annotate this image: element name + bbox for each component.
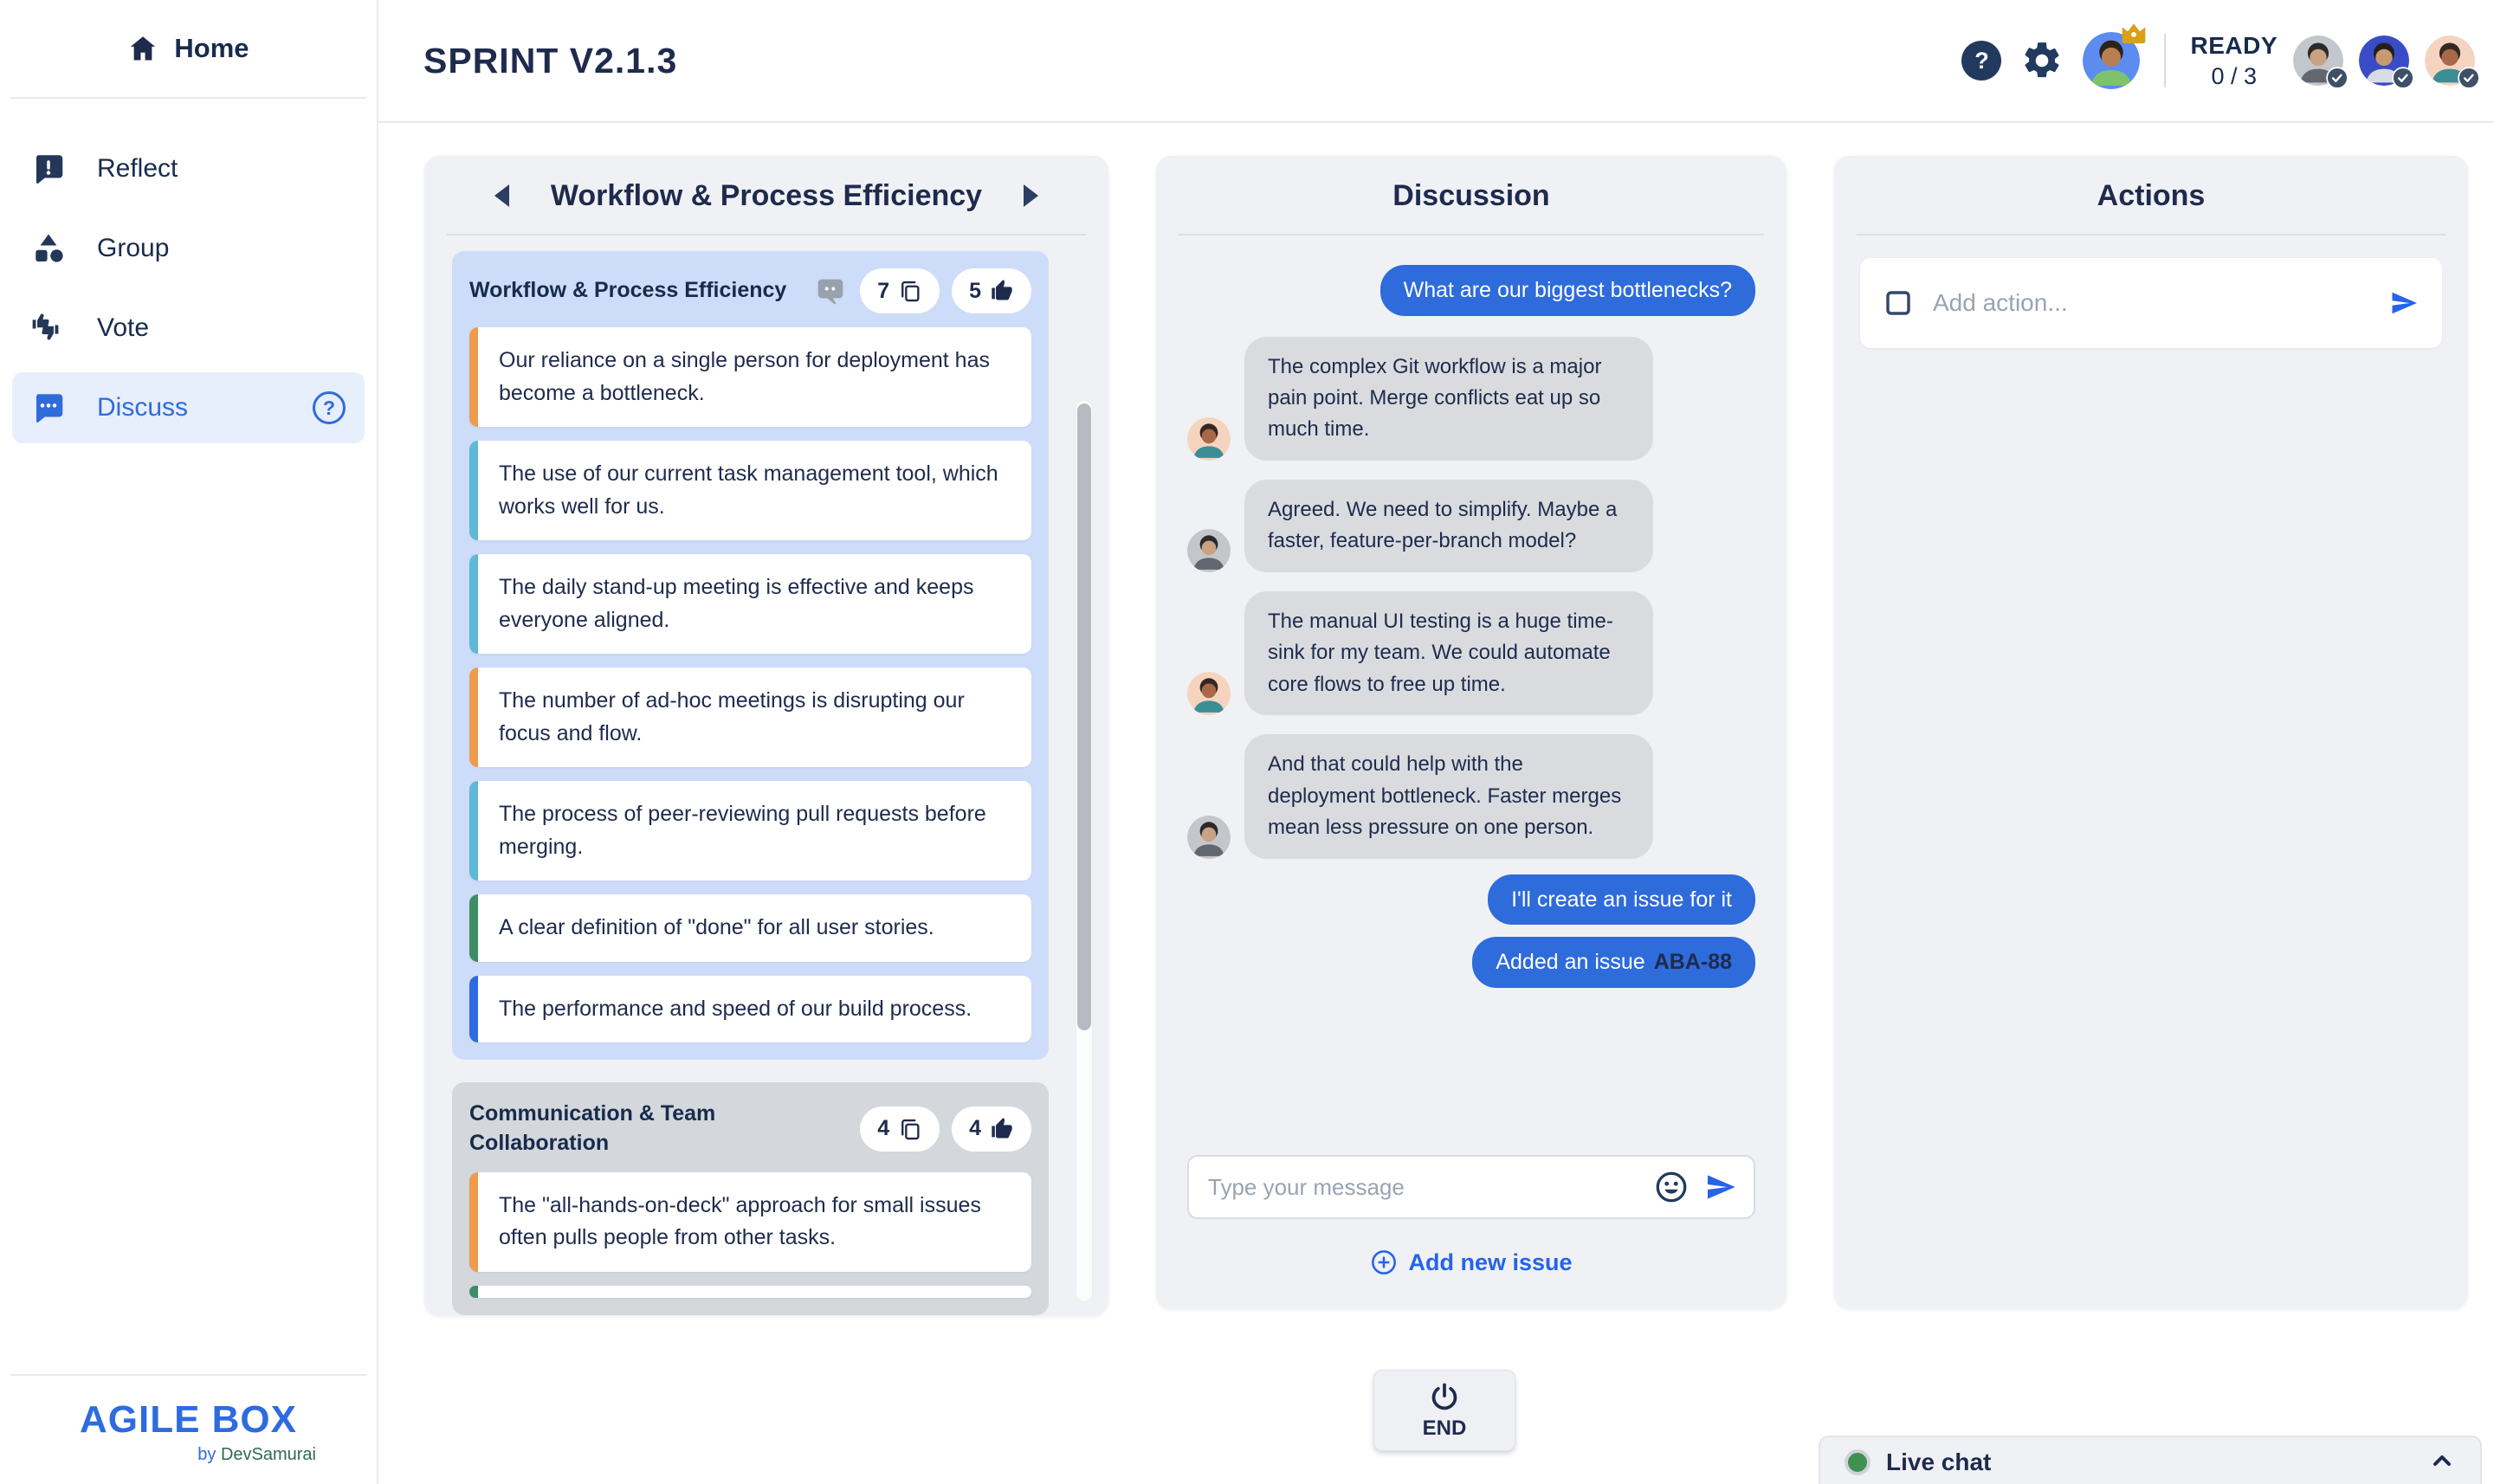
- group-title: Communication & Team Collaboration: [469, 1101, 716, 1155]
- sidebar-nav: [0, 133, 377, 443]
- logo-title: AGILE BOX: [79, 1398, 298, 1441]
- chat-input-bar: [1187, 1155, 1755, 1219]
- vote-icon: [29, 309, 68, 347]
- reflection-card[interactable]: The daily stand-up meeting is effective and keeps everyone aligned.: [469, 554, 1031, 654]
- sidebar-item-reflect[interactable]: [12, 133, 365, 204]
- topic-group: [452, 251, 1049, 1060]
- end-session-button[interactable]: [1373, 1370, 1515, 1451]
- sidebar-item-label: Group: [97, 234, 170, 262]
- avatar: [1187, 816, 1231, 859]
- vote-count: 5: [969, 278, 981, 303]
- vote-count: 4: [969, 1116, 981, 1141]
- board-scrollbar[interactable]: [1076, 400, 1093, 1302]
- chat-message-received: Agreed. We need to simplify. Maybe a faster, feature-per-branch model?: [1244, 480, 1653, 572]
- actions-header: [1834, 156, 2468, 236]
- reflection-card[interactable]: The performance and speed of our build process.: [469, 976, 1031, 1043]
- comments-bubble-icon[interactable]: [813, 274, 848, 308]
- send-icon[interactable]: [2388, 287, 2420, 319]
- home-icon: [127, 33, 158, 64]
- reflection-card[interactable]: A clear definition of "done" for all user stories.: [469, 894, 1031, 962]
- discussion-messages: [1156, 236, 1787, 988]
- reflection-card[interactable]: The number of ad-hoc meetings is disrupting our focus and flow.: [469, 668, 1031, 767]
- ready-label: READY: [2190, 31, 2278, 59]
- ready-status: [2190, 32, 2278, 90]
- home-label: Home: [174, 33, 249, 63]
- discuss-icon: [29, 389, 68, 427]
- sidebar-item-group[interactable]: [12, 213, 365, 284]
- comment-count-pill[interactable]: [860, 1107, 940, 1152]
- send-icon[interactable]: [1703, 1170, 1738, 1204]
- avatar: [1187, 529, 1231, 572]
- sidebar-item-label: Discuss: [97, 393, 189, 422]
- ready-check-icon: [2458, 67, 2480, 89]
- topbar: [378, 0, 2494, 123]
- board-panel: [424, 156, 1108, 1316]
- online-status-dot: [1845, 1449, 1870, 1475]
- reflect-icon: [29, 150, 68, 188]
- comment-count: 7: [877, 278, 890, 303]
- actions-panel: [1834, 156, 2468, 1309]
- crown-icon: [2119, 20, 2148, 50]
- power-icon: [1429, 1381, 1460, 1412]
- reflection-card[interactable]: The process of peer-reviewing pull requests before merging.: [469, 781, 1031, 881]
- page-title: SPRINT V2.1.3: [423, 40, 678, 81]
- chat-message-sent: [1472, 937, 1755, 988]
- sidebar: [0, 0, 378, 1484]
- checkbox-icon[interactable]: [1883, 287, 1914, 319]
- add-new-issue-button[interactable]: [1156, 1248, 1787, 1276]
- member-avatar: [2359, 35, 2409, 86]
- logo-by: by: [197, 1445, 221, 1464]
- chat-message-row: [1187, 591, 1755, 715]
- settings-gear-icon[interactable]: [2020, 39, 2064, 82]
- live-chat-bar[interactable]: [1819, 1436, 2482, 1484]
- add-action-input[interactable]: [1933, 289, 2369, 317]
- discussion-header: [1156, 156, 1787, 236]
- topic-group: [452, 1082, 1049, 1315]
- chat-message-received: And that could help with the deployment bottleneck. Faster merges mean less pressure on one person.: [1244, 734, 1653, 858]
- chat-message-row: [1187, 734, 1755, 858]
- member-avatar: [2425, 35, 2475, 86]
- discussion-panel: [1156, 156, 1787, 1309]
- chat-message-sent: What are our biggest bottlenecks?: [1380, 265, 1755, 316]
- chat-message-input[interactable]: [1208, 1174, 1653, 1201]
- avatar: [1187, 417, 1231, 461]
- chat-message-received: The complex Git workflow is a major pain point. Merge conflicts eat up so much time.: [1244, 337, 1653, 461]
- topbar-actions: [1961, 32, 2475, 90]
- next-group-arrow-icon[interactable]: [1018, 181, 1044, 210]
- group-header: [469, 1100, 1031, 1158]
- sidebar-item-label: Vote: [97, 313, 150, 342]
- board-nav-title: Workflow & Process Efficiency: [550, 178, 983, 212]
- logo-brand: DevSamurai: [220, 1445, 316, 1464]
- emoji-icon[interactable]: [1653, 1169, 1690, 1205]
- reflection-card[interactable]: The "all-hands-on-deck" approach for small issues often pulls people from other tasks.: [469, 1172, 1031, 1272]
- sidebar-item-discuss[interactable]: [12, 372, 365, 443]
- facilitator-avatar: [2083, 32, 2140, 89]
- vote-count-pill[interactable]: [952, 268, 1031, 313]
- thumbs-up-icon: [990, 279, 1014, 303]
- issue-link[interactable]: ABA-88: [1653, 950, 1732, 975]
- help-icon[interactable]: ?: [1961, 41, 2001, 81]
- reflection-card-partial[interactable]: [469, 1286, 1031, 1298]
- live-chat-label: Live chat: [1886, 1449, 1992, 1475]
- chat-message-text: Added an issue: [1496, 950, 1645, 975]
- add-new-issue-label: Add new issue: [1408, 1248, 1573, 1275]
- avatar: [1187, 672, 1231, 715]
- prev-group-arrow-icon[interactable]: [488, 181, 514, 210]
- group-header: [469, 268, 1031, 313]
- group-title: Workflow & Process Efficiency: [469, 278, 787, 303]
- sidebar-item-home[interactable]: [10, 0, 366, 99]
- reflection-card[interactable]: The use of our current task management tool, which works well for us.: [469, 441, 1031, 540]
- board-header: [424, 156, 1108, 236]
- sidebar-item-label: Reflect: [97, 154, 178, 183]
- actions-title: Actions: [2097, 178, 2206, 212]
- add-action-bar: [1860, 258, 2442, 348]
- vote-count-pill[interactable]: [952, 1107, 1031, 1152]
- member-avatar: [2293, 35, 2343, 86]
- topbar-divider: [2164, 34, 2166, 87]
- ready-check-icon: [2392, 67, 2414, 89]
- comment-count-pill[interactable]: [860, 268, 940, 313]
- end-button-label: END: [1422, 1416, 1467, 1440]
- copy-icon: [898, 279, 922, 303]
- chat-message-row: [1187, 480, 1755, 572]
- discuss-help-icon[interactable]: ?: [313, 391, 346, 424]
- scrollbar-thumb[interactable]: [1077, 403, 1091, 1030]
- reflection-card[interactable]: Our reliance on a single person for deployment has become a bottleneck.: [469, 327, 1031, 427]
- sidebar-item-vote[interactable]: [12, 293, 365, 364]
- ready-count: 0 / 3: [2211, 62, 2258, 89]
- chat-message-received: The manual UI testing is a huge time-sink for my team. We could automate core flows to free up time.: [1244, 591, 1653, 715]
- plus-circle-icon: [1370, 1248, 1398, 1276]
- group-icon: [29, 229, 68, 268]
- app-logo: [10, 1374, 366, 1465]
- board-body: [424, 236, 1108, 1315]
- chevron-up-icon[interactable]: [2428, 1447, 2456, 1479]
- copy-icon: [898, 1117, 922, 1141]
- logo-subtitle: [52, 1445, 325, 1465]
- chat-message-row: [1187, 337, 1755, 461]
- chat-message-sent: I'll create an issue for it: [1488, 874, 1755, 926]
- comment-count: 4: [877, 1116, 890, 1141]
- thumbs-up-icon: [990, 1117, 1014, 1141]
- ready-check-icon: [2326, 67, 2349, 89]
- discussion-title: Discussion: [1392, 178, 1550, 212]
